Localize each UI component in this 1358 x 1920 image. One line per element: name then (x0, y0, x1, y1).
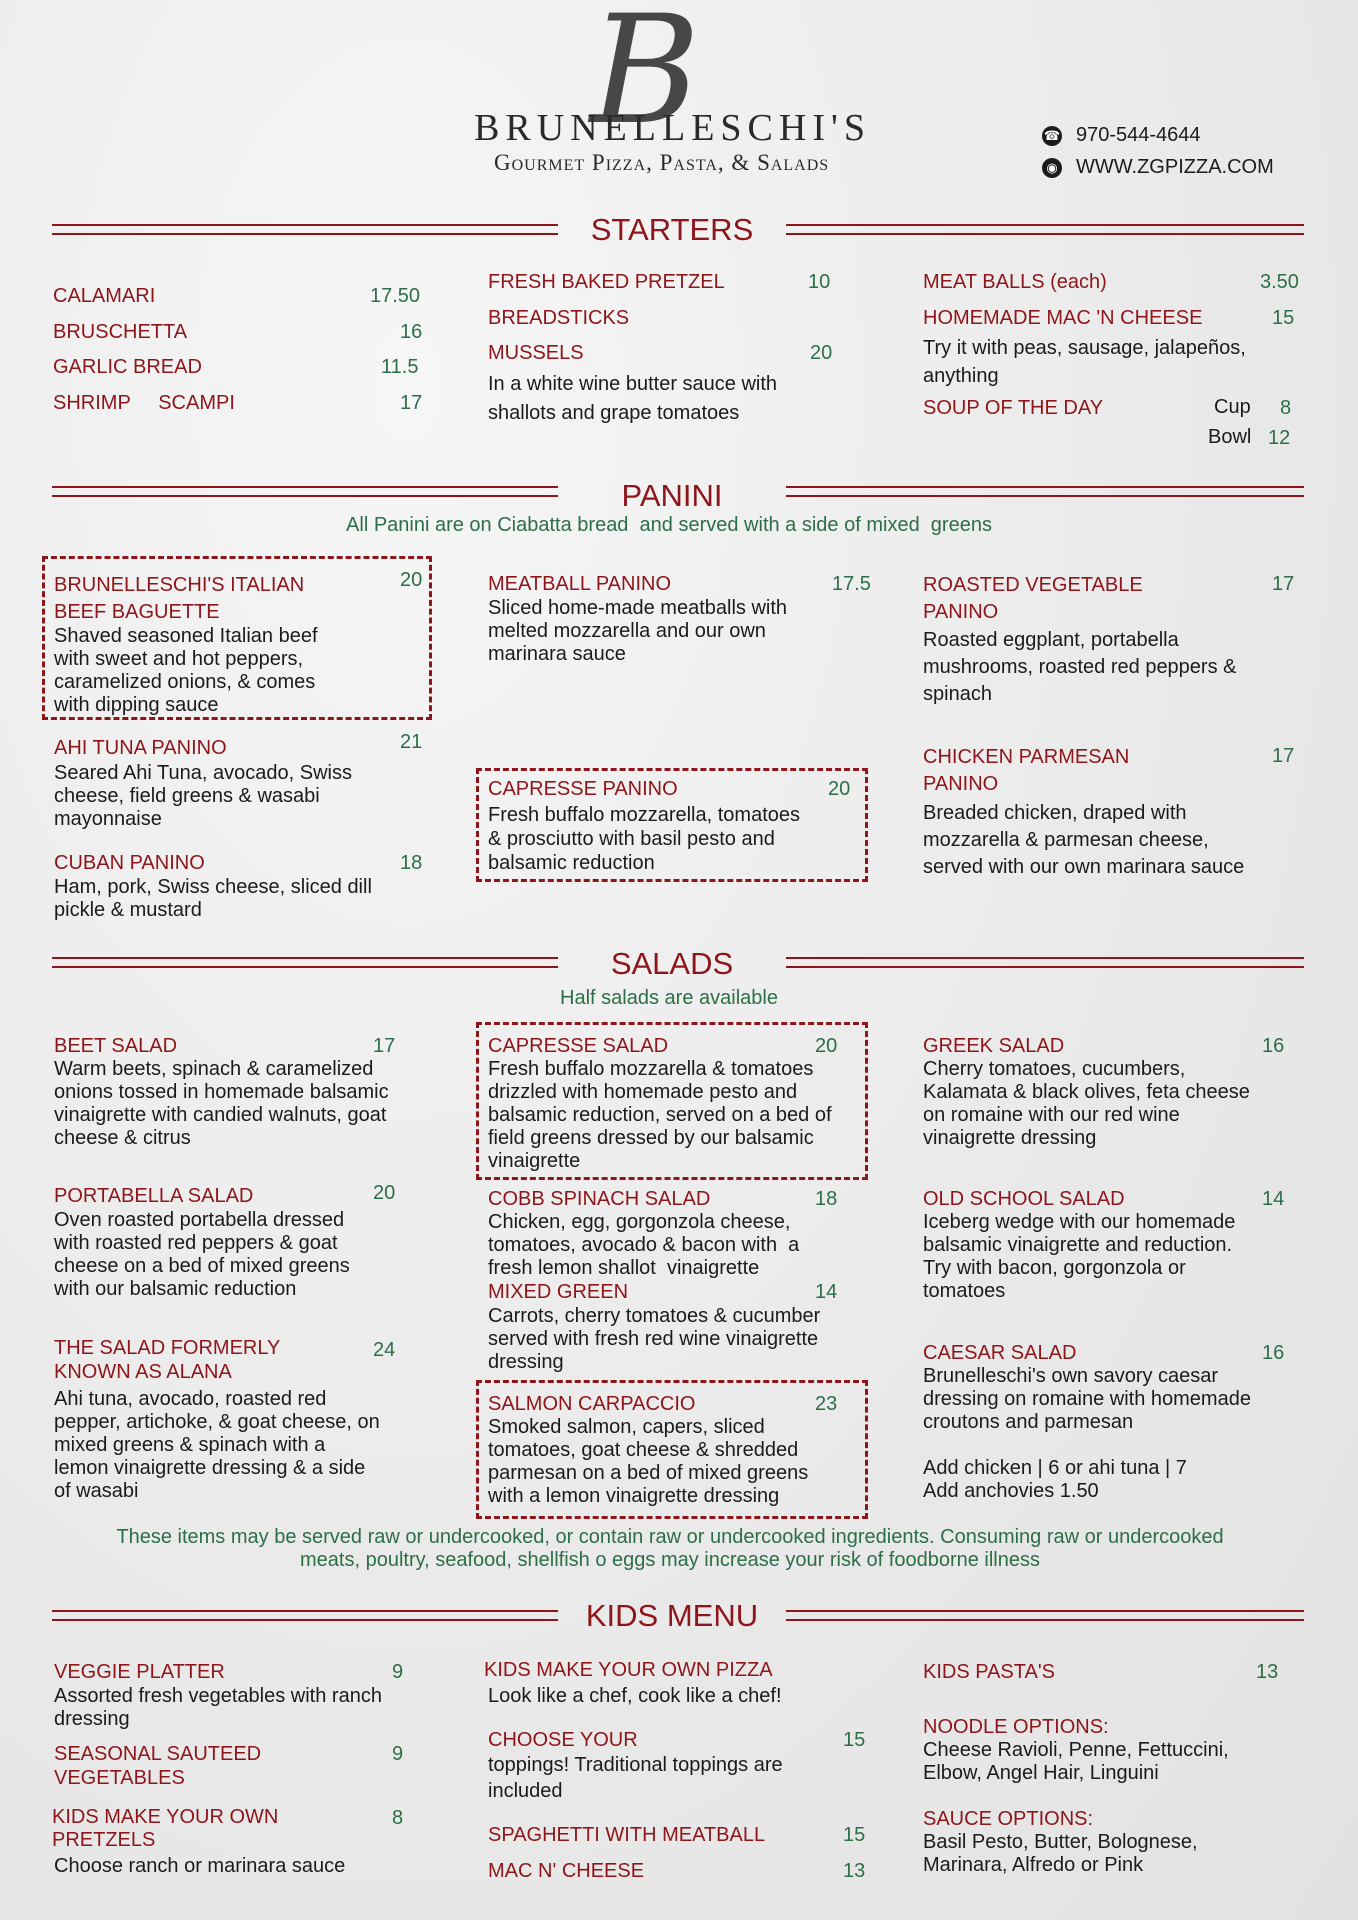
item-name: CHOOSE YOUR (488, 1729, 638, 1751)
item-name: AHI TUNA PANINO (54, 737, 227, 759)
item-name: BREADSTICKS (488, 307, 630, 329)
item-name: CHICKEN PARMESAN PANINO (923, 746, 1130, 795)
item-price: 17 (373, 1035, 396, 1057)
item-name: GREEK SALAD (923, 1035, 1065, 1057)
item-name: CAPRESSE SALAD (488, 1035, 669, 1057)
item-price: 15 (843, 1824, 866, 1846)
item-description: Cheese Ravioli, Penne, Fettuccini, Elbow, Angel Hair, Linguini (923, 1739, 1229, 1784)
section-rule (52, 224, 558, 235)
item-name: MEAT BALLS (each) (923, 271, 1107, 293)
item-name: SAUCE OPTIONS: (923, 1808, 1094, 1830)
item-description: Roasted eggplant, portabella mushrooms, roasted red peppers & spinach (923, 629, 1237, 705)
item-price: 15 (1272, 307, 1295, 329)
item-description: Smoked salmon, capers, sliced tomatoes, goat cheese & shredded parmesan on a bed of mixed greens with a lemon vinaigrette dressing (488, 1416, 809, 1507)
item-description: toppings! Traditional toppings are included (488, 1754, 783, 1802)
item-name: BRUSCHETTA (53, 321, 188, 343)
item-name: GARLIC BREAD (53, 356, 202, 378)
item-name: SPAGHETTI WITH MEATBALL (488, 1824, 766, 1846)
item-price: 11.5 (381, 356, 419, 378)
item-name: MIXED GREEN (488, 1281, 629, 1303)
phone-line[interactable] (1042, 124, 1201, 147)
section-subtitle: Half salads are available (560, 987, 778, 1009)
section-subtitle: All Panini are on Ciabatta bread and served with a side of mixed greens (346, 514, 992, 536)
item-description: Carrots, cherry tomatoes & cucumber served with fresh red wine vinaigrette dressing (488, 1305, 821, 1373)
item-description: Iceberg wedge with our homemade balsamic vinaigrette and reduction. Try with bacon, gorgonzola or tomatoes (923, 1211, 1236, 1302)
soup-bowl-price: 12 (1268, 427, 1291, 449)
item-description: Ham, pork, Swiss cheese, sliced dill pickle & mustard (54, 876, 372, 921)
item-price: 9 (392, 1661, 404, 1683)
item-name: KIDS MAKE YOUR OWN PIZZA (484, 1659, 773, 1681)
item-name: MUSSELS (488, 342, 584, 364)
section-rule (52, 957, 558, 968)
item-description: Chicken, egg, gorgonzola cheese, tomatoes, avocado & bacon with a fresh lemon shallot vinaigrette (488, 1211, 805, 1279)
item-price: 14 (1262, 1188, 1285, 1210)
item-price: 16 (1262, 1035, 1285, 1057)
item-price: 17 (400, 392, 423, 414)
section-title-starters: STARTERS (590, 212, 754, 247)
item-name: PORTABELLA SALAD (54, 1185, 254, 1207)
phone-number: 970-544-4644 (1076, 124, 1201, 146)
consumer-advisory: These items may be served raw or undercooked, or contain raw or undercooked ingredients. Consuming raw or undercooked meats, poultry, seafood, shellfish o eggs may increase your risk of foodborne illness (116, 1526, 1224, 1571)
item-name: KIDS MAKE YOUR OWN PRETZELS (52, 1806, 279, 1851)
item-price: 16 (400, 321, 423, 343)
brand-tagline: Gourmet Pizza, Pasta, & Salads (494, 150, 830, 175)
item-price: 17 (1272, 573, 1295, 595)
logo-monogram: B (590, 0, 701, 158)
item-price: 20 (828, 778, 851, 800)
item-name: VEGGIE PLATTER (54, 1661, 225, 1683)
soup-bowl-label: Bowl (1208, 426, 1252, 448)
item-price: 24 (373, 1339, 396, 1361)
item-price: 17.50 (370, 285, 421, 307)
item-price: 14 (815, 1281, 838, 1303)
item-name: BEET SALAD (54, 1035, 178, 1057)
item-description: Seared Ahi Tuna, avocado, Swiss cheese, field greens & wasabi mayonnaise (54, 762, 352, 830)
section-rule (52, 486, 558, 497)
item-price: 17.5 (832, 573, 871, 595)
item-description: Look like a chef, cook like a chef! (488, 1685, 782, 1707)
item-price: 20 (810, 342, 833, 364)
item-name: COBB SPINACH SALAD (488, 1188, 711, 1210)
item-price: 10 (808, 271, 831, 293)
item-name: SEASONAL SAUTEED VEGETABLES (54, 1743, 262, 1789)
section-rule (786, 957, 1304, 968)
caesar-addon: Add anchovies 1.50 (923, 1480, 1099, 1502)
item-description: Try it with peas, sausage, jalapeños, anything (923, 337, 1246, 387)
item-price: 15 (843, 1729, 866, 1751)
item-name: SALMON CARPACCIO (488, 1393, 696, 1415)
website-url: WWW.ZGPIZZA.COM (1076, 156, 1274, 178)
section-rule (786, 1610, 1304, 1621)
item-description: Ahi tuna, avocado, roasted red pepper, artichoke, & goat cheese, on mixed greens & spinach with a lemon vinaigrette dressing & a side of wasabi (54, 1388, 380, 1502)
item-description: Cherry tomatoes, cucumbers, Kalamata & black olives, feta cheese on romaine with our red wine vinaigrette dressing (923, 1058, 1250, 1149)
item-description: Basil Pesto, Butter, Bolognese, Marinara, Alfredo or Pink (923, 1831, 1198, 1876)
item-description: Assorted fresh vegetables with ranch dressing (54, 1685, 382, 1730)
globe-icon: ◉ (1042, 158, 1062, 178)
item-name: THE SALAD FORMERLY KNOWN AS ALANA (54, 1337, 280, 1383)
item-name: MAC N' CHEESE (488, 1860, 645, 1882)
soup-cup-label: Cup (1214, 396, 1251, 418)
item-price: 16 (1262, 1342, 1285, 1364)
website-line[interactable] (1042, 156, 1274, 179)
item-description: Warm beets, spinach & caramelized onions tossed in homemade balsamic vinaigrette with candied walnuts, goat cheese & citrus (54, 1058, 389, 1149)
item-description: Fresh buffalo mozzarella, tomatoes & prosciutto with basil pesto and balsamic reduction (488, 804, 801, 874)
section-rule (786, 486, 1304, 497)
section-rule (52, 1610, 558, 1621)
item-name: SHRIMP SCAMPI (53, 392, 235, 414)
phone-icon: ☎ (1042, 126, 1062, 146)
item-price: 18 (400, 852, 423, 874)
item-price: 20 (373, 1182, 396, 1204)
item-description: Fresh buffalo mozzarella & tomatoes drizzled with homemade pesto and balsamic reduction, served on a bed of field greens dressed by our balsamic vinaigrette (488, 1058, 832, 1172)
item-price: 18 (815, 1188, 838, 1210)
item-description: Shaved seasoned Italian beef with sweet and hot peppers, caramelized onions, & comes with dipping sauce (54, 625, 318, 716)
item-price: 3.50 (1260, 271, 1299, 293)
item-price: 13 (1256, 1661, 1279, 1683)
item-name: HOMEMADE MAC 'N CHEESE (923, 307, 1203, 329)
item-price: 17 (1272, 745, 1295, 767)
item-description: Choose ranch or marinara sauce (54, 1855, 346, 1877)
item-price: 20 (815, 1035, 838, 1057)
item-name: OLD SCHOOL SALAD (923, 1188, 1125, 1210)
item-description: Sliced home-made meatballs with melted mozzarella and our own marinara sauce (488, 597, 788, 665)
caesar-addon: Add chicken | 6 or ahi tuna | 7 (923, 1457, 1187, 1479)
item-name: KIDS PASTA'S (923, 1661, 1056, 1683)
item-name: CAESAR SALAD (923, 1342, 1077, 1364)
item-price: 23 (815, 1393, 838, 1415)
item-description: In a white wine butter sauce with shallots and grape tomatoes (488, 373, 778, 424)
item-price: 13 (843, 1860, 866, 1882)
item-name: ROASTED VEGETABLE PANINO (923, 574, 1143, 623)
section-rule (786, 224, 1304, 235)
item-price: 8 (392, 1807, 404, 1829)
section-title-kids: KIDS MENU (585, 1598, 759, 1633)
item-price: 21 (400, 731, 423, 753)
section-title-panini: PANINI (621, 478, 723, 513)
item-description: Oven roasted portabella dressed with roasted red peppers & goat cheese on a bed of mixed greens with our balsamic reduction (54, 1209, 350, 1300)
item-name: CALAMARI (53, 285, 156, 307)
item-name: SOUP OF THE DAY (923, 397, 1104, 419)
item-name: FRESH BAKED PRETZEL (488, 271, 725, 293)
item-name: BRUNELLESCHI'S ITALIAN BEEF BAGUETTE (54, 574, 305, 623)
brand-name: BRUNELLESCHI'S (474, 107, 871, 149)
item-description: Breaded chicken, draped with mozzarella & parmesan cheese, served with our own marinara sauce (923, 802, 1245, 878)
item-description: Brunelleschi's own savory caesar dressing on romaine with homemade croutons and parmesan (923, 1365, 1251, 1433)
soup-cup-price: 8 (1280, 397, 1292, 419)
item-price: 9 (392, 1743, 404, 1765)
section-title-salads: SALADS (610, 946, 734, 981)
item-price: 20 (400, 569, 423, 591)
item-name: CUBAN PANINO (54, 852, 205, 874)
item-name: CAPRESSE PANINO (488, 778, 678, 800)
item-name: MEATBALL PANINO (488, 573, 672, 595)
item-name: NOODLE OPTIONS: (923, 1716, 1109, 1738)
